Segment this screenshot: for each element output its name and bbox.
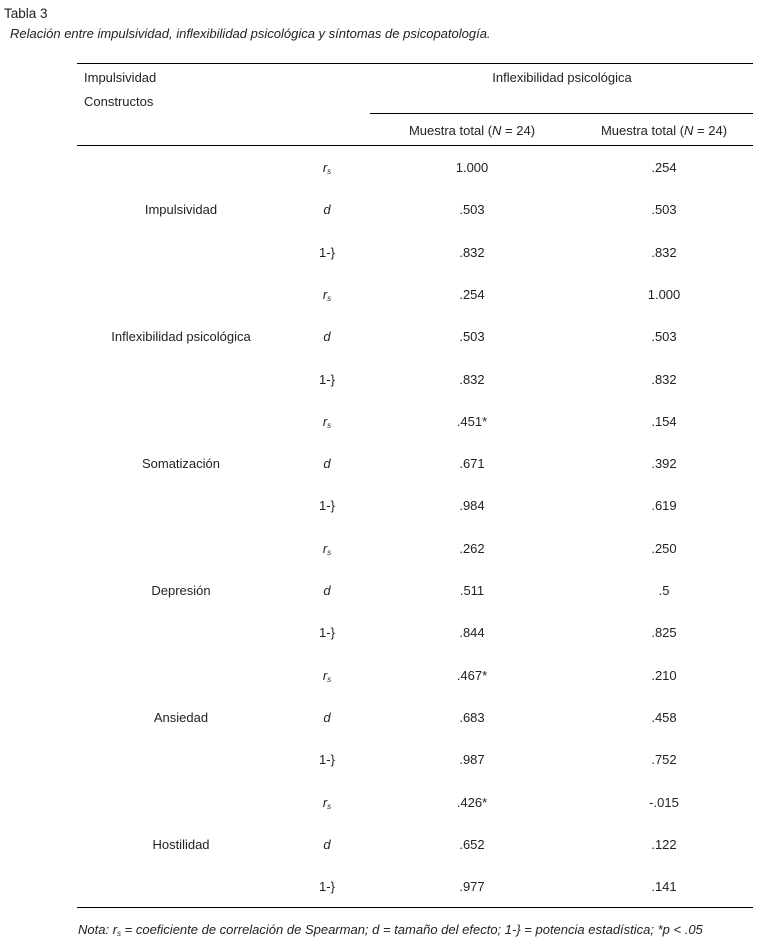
note-text: = coeficiente de correlación de Spearman; d = tamaño del efecto; 1-} = potencia estadística; *p < .05 (121, 922, 703, 937)
header-row-label-impulsividad: Impulsividad (84, 70, 157, 85)
header-row-label-constructos: Constructos (84, 94, 154, 109)
table-cell-value: .250 (651, 540, 677, 556)
table-cell-value: .987 (459, 752, 485, 768)
column-header-2-n: N (684, 123, 694, 138)
construct-label: Depresión (151, 583, 211, 598)
table-cell-value: .503 (459, 329, 485, 345)
stat-label-d: d (323, 456, 331, 472)
stat-label-d: d (323, 583, 331, 598)
construct-label: Somatización (141, 456, 221, 472)
construct-label: Ansiedad (153, 709, 209, 725)
table-cell-value: .832 (651, 371, 677, 387)
stat-label-power: 1-} (319, 752, 335, 768)
stat-label-power: 1-} (319, 498, 335, 514)
column-header-2 (601, 123, 727, 138)
stat-label-power: 1-} (319, 625, 335, 641)
stat-label-rs: $r_s$ (322, 286, 332, 303)
stat-label-d: d (323, 709, 331, 725)
table-label: Tabla 3 (4, 6, 48, 21)
table-caption: Relación entre impulsividad, inflexibilidad psicológica y síntomas de psicopatología. (10, 26, 491, 41)
table-cell-value: .254 (651, 160, 677, 175)
stat-label-d: d (323, 202, 331, 218)
bottom-rule (77, 907, 753, 908)
header-spanner: Inflexibilidad psicológica (492, 70, 632, 85)
construct-label: Hostilidad (152, 836, 210, 852)
column-header-2-suffix: = 24) (693, 123, 728, 138)
table-cell-value: .832 (459, 371, 485, 387)
table-cell-value: .832 (651, 244, 677, 260)
table-cell-value: .262 (459, 540, 485, 556)
stat-label-power: 1-} (319, 879, 335, 895)
table-cell-value: .752 (651, 752, 677, 768)
stat-label-rs: $r_s$ (322, 540, 332, 557)
table-cell-value: .154 (651, 413, 677, 429)
stat-label-rs: $r_s$ (322, 794, 332, 811)
table-cell-value: .652 (459, 836, 485, 852)
top-rule (77, 63, 753, 64)
column-header-2-prefix: Muestra total ( (600, 123, 685, 138)
table-cell-value: .503 (651, 329, 677, 345)
construct-label: Inflexibilidad psicológica (111, 329, 251, 345)
header-bottom-rule (77, 145, 753, 146)
column-header-1-suffix: = 24) (501, 123, 536, 138)
stat-label-power: 1-} (319, 371, 335, 387)
table-cell-value: .467* (456, 667, 488, 683)
note-prefix: Nota: (78, 922, 113, 937)
stat-label-rs: $r_s$ (322, 667, 332, 684)
table-cell-value: 1.000 (455, 160, 489, 175)
table-cell-value: .5 (658, 583, 670, 598)
table-cell-value: .141 (651, 879, 677, 895)
table-cell-value: 1.000 (647, 286, 681, 302)
table-cell-value: .426* (456, 794, 488, 810)
construct-label: Impulsividad (144, 202, 218, 218)
table-cell-value: .503 (651, 202, 677, 218)
table-cell-value: .392 (651, 456, 677, 472)
spanner-rule (370, 113, 753, 114)
table-cell-value: .844 (459, 625, 485, 641)
column-header-1 (409, 123, 535, 138)
table-cell-value: .977 (459, 879, 485, 895)
table-cell-value: .122 (651, 836, 677, 852)
stat-label-rs: $r_s$ (322, 160, 332, 176)
table-cell-value: .458 (651, 709, 677, 725)
table-cell-value: .503 (459, 202, 485, 218)
column-header-1-n: N (492, 123, 502, 138)
table-cell-value: -.015 (649, 794, 679, 810)
table-cell-value: .511 (459, 583, 485, 598)
stat-label-power: 1-} (319, 244, 335, 260)
stat-label-d: d (323, 836, 331, 852)
table-cell-value: .984 (459, 498, 485, 514)
table-cell-value: .832 (459, 244, 485, 260)
table-cell-value: .619 (651, 498, 677, 514)
table-cell-value: .210 (651, 667, 677, 683)
table-cell-value: .825 (651, 625, 677, 641)
note-rs: $r_s$ (112, 922, 122, 938)
table-cell-value: .254 (459, 286, 485, 302)
table-note (78, 922, 703, 938)
table-cell-value: .683 (459, 709, 485, 725)
stat-label-rs: $r_s$ (322, 413, 332, 430)
column-header-1-prefix: Muestra total ( (408, 123, 493, 138)
table-cell-value: .671 (459, 456, 485, 472)
table-cell-value: .451* (456, 413, 488, 429)
stat-label-d: d (323, 329, 331, 345)
